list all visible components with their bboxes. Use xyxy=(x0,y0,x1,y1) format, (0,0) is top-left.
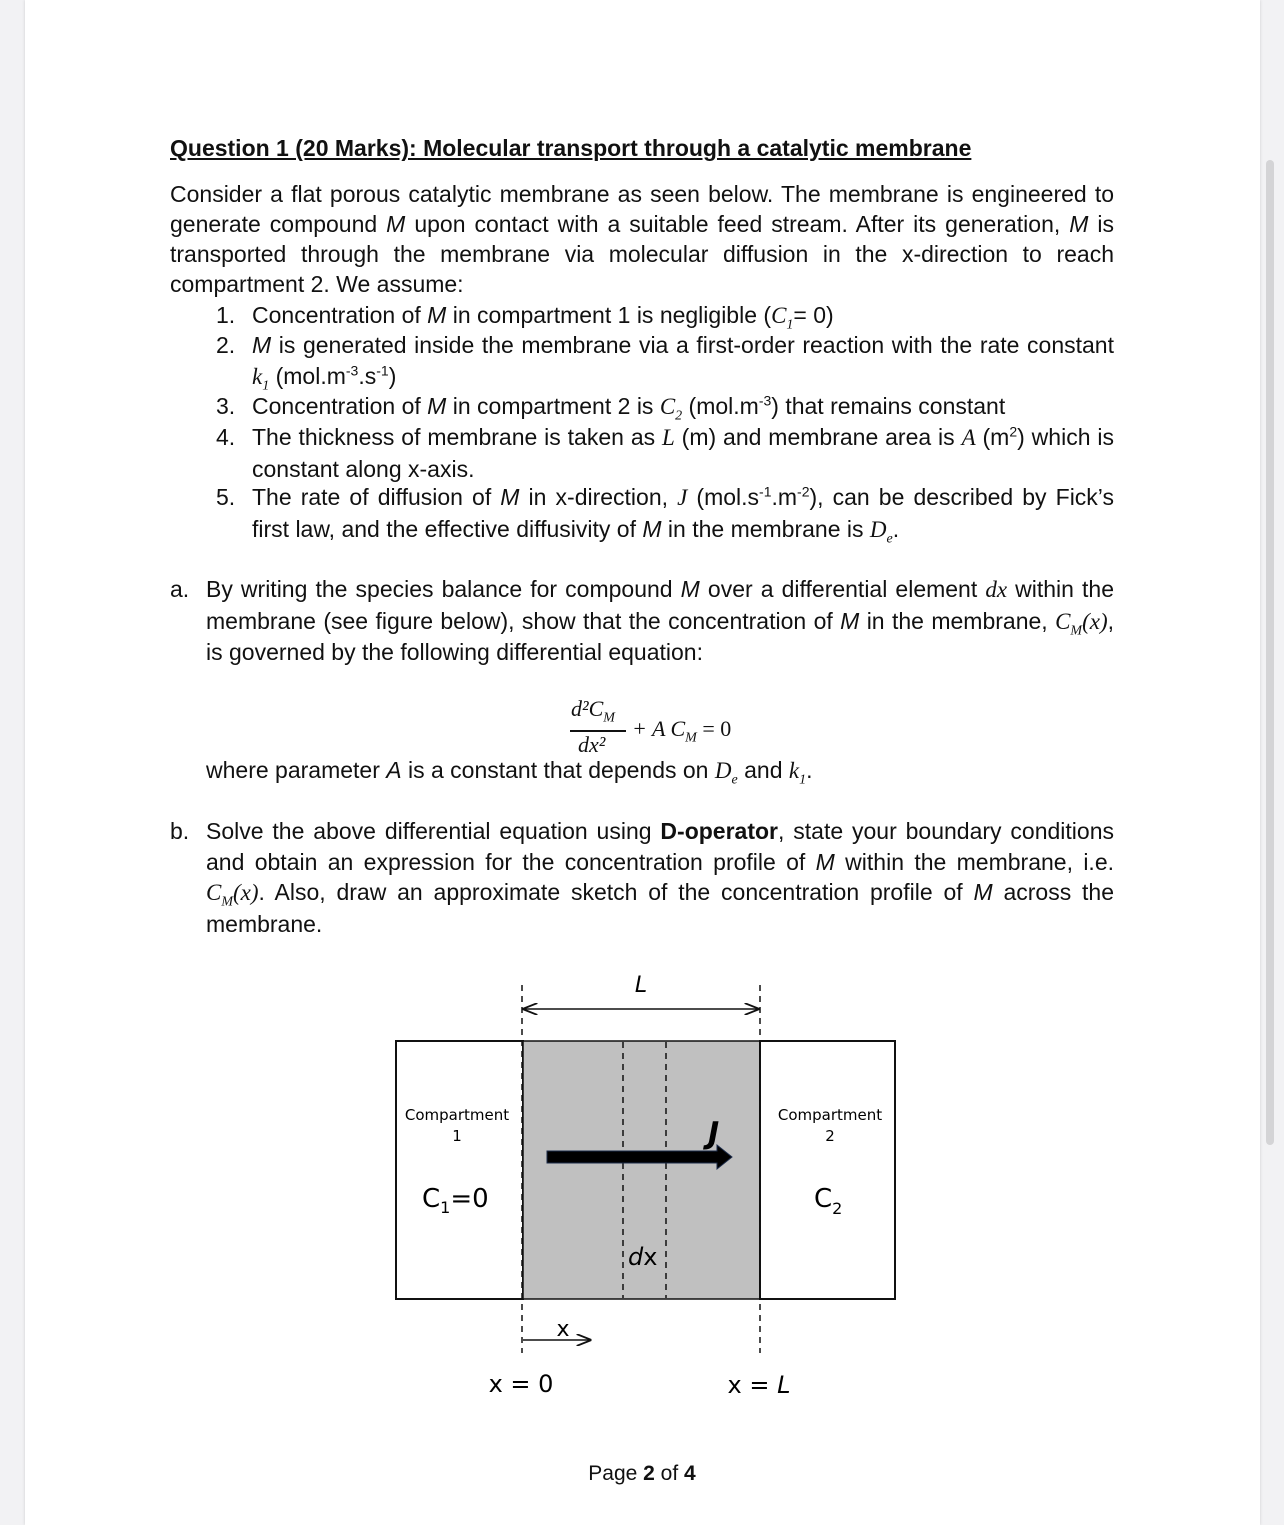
compartment-2-box xyxy=(760,1041,895,1299)
math-symbol: k xyxy=(788,758,800,783)
italic-symbol: M xyxy=(840,607,860,634)
text-run: Consider a flat porous catalytic membrane as seen below. The membrane is engineered to generate compound xyxy=(170,181,1114,237)
part-a-label: a. xyxy=(170,576,190,602)
text-run: and xyxy=(737,757,789,783)
italic-symbol: M xyxy=(973,879,993,905)
math-symbol: C xyxy=(659,394,676,419)
subscript: e xyxy=(886,531,893,547)
text-run: , state your boundary conditions and obtain an expression for the concentration profile of xyxy=(206,818,1114,875)
italic-symbol: M xyxy=(427,393,447,419)
text-run: in compartment 2 is xyxy=(446,393,660,419)
flux-label: J xyxy=(708,1116,720,1151)
superscript: -1 xyxy=(376,361,389,378)
text-run: , is governed by the following differential equation: xyxy=(206,607,1114,665)
superscript: -3 xyxy=(758,392,772,409)
compartment-1-label: Compartment xyxy=(404,1106,510,1124)
list-number: 5. xyxy=(216,484,236,510)
italic-symbol: M xyxy=(252,332,272,358)
compartment-1-box xyxy=(396,1041,523,1299)
math-symbol: (x) xyxy=(233,880,259,905)
text-run: Concentration of xyxy=(252,393,428,419)
superscript: 2 xyxy=(1009,423,1018,440)
c2-concentration: $C_2$ xyxy=(814,1184,843,1218)
superscript: -2 xyxy=(797,483,810,500)
math-symbol: k xyxy=(252,363,263,389)
list-number: 2. xyxy=(216,332,236,358)
text-run: is a constant that depends on xyxy=(401,757,715,783)
text-run: ) that remains constant xyxy=(771,393,1006,419)
text-run: By writing the species balance for compound xyxy=(206,576,681,602)
text-run: (mol.m xyxy=(269,362,346,389)
text-run: . Also, draw an approximate sketch of the concentration profile of xyxy=(258,879,974,905)
text-run: (mol.s xyxy=(687,484,760,510)
list-number: 4. xyxy=(216,424,236,450)
subscript: M xyxy=(221,894,234,910)
text-run: in compartment 1 is negligible ( xyxy=(446,302,772,328)
math-symbol: (x) xyxy=(1082,608,1108,634)
subscript: 1 xyxy=(799,772,807,788)
italic-symbol: M xyxy=(815,848,835,875)
math-symbol: D xyxy=(714,758,732,783)
subscript: 2 xyxy=(675,408,683,424)
italic-symbol: M xyxy=(642,515,662,542)
equation-rest: + A $C_M = 0$ xyxy=(632,716,732,746)
text-run: (m) and membrane area is xyxy=(674,424,962,450)
text-run: where parameter xyxy=(206,757,387,783)
dx-label: dx xyxy=(628,1243,658,1271)
italic-symbol: M xyxy=(680,576,700,602)
compartment-2-label: Compartment xyxy=(777,1106,883,1124)
subscript: e xyxy=(731,772,738,788)
text-run: is generated inside the membrane via a first-order reaction with the rate constant xyxy=(271,332,1114,358)
superscript: -3 xyxy=(345,361,359,378)
compartment-2-number: 2 xyxy=(825,1127,835,1145)
text-run: The thickness of membrane is taken as xyxy=(252,424,662,450)
bold-term: D-operator xyxy=(660,818,778,844)
list-number: 3. xyxy=(216,393,236,419)
text-run: .m xyxy=(771,484,798,510)
text-run: is transported through the membrane via molecular diffusion in the x-direction to reach compartment 2. We assume: xyxy=(170,211,1114,297)
text-run: across the membrane. xyxy=(206,879,1114,937)
italic-symbol: M xyxy=(1069,211,1089,237)
subscript: 1 xyxy=(786,317,794,333)
text-run: (m xyxy=(975,424,1010,450)
text-run: within the membrane, i.e. xyxy=(834,848,1114,875)
text-run: ), can be described by Fick’s first law, and the effective diffusivity of xyxy=(252,484,1114,542)
text-run: . xyxy=(806,757,813,783)
equation-numerator: $d^2C_M$ xyxy=(571,696,615,726)
text-run: in the membrane, xyxy=(859,607,1056,634)
question-title: Question 1 (20 Marks): Molecular transport through a catalytic membrane xyxy=(170,135,972,161)
text-run: within the membrane (see figure below), show that the concentration of xyxy=(206,576,1114,634)
math-symbol: D xyxy=(869,516,887,542)
math-symbol: L xyxy=(662,425,675,450)
italic-symbol: M xyxy=(427,302,447,328)
text-run: Concentration of xyxy=(252,302,428,328)
math-symbol: C xyxy=(206,880,222,905)
math-symbol: C xyxy=(771,303,787,328)
equation-denominator: dx² xyxy=(578,732,606,757)
text-run: ) which is constant along x-axis. xyxy=(252,424,1114,482)
math-symbol: C xyxy=(1055,608,1071,634)
text-run: The rate of diffusion of xyxy=(252,484,501,510)
text-run: Solve the above differential equation using xyxy=(206,818,661,844)
c1-concentration: $C_1=0$ xyxy=(422,1184,489,1217)
math-symbol: A xyxy=(961,425,976,450)
text-run: in x-direction, xyxy=(519,484,678,510)
italic-symbol: A xyxy=(386,757,402,783)
subscript: M xyxy=(1070,623,1083,639)
text-run: in the membrane is xyxy=(661,515,870,542)
list-number: 1. xyxy=(216,302,236,328)
text-run: ) xyxy=(388,362,397,389)
xL-label: x = L xyxy=(727,1371,791,1399)
text-run: . xyxy=(892,515,900,542)
length-label: L xyxy=(634,973,648,998)
text-run: = 0) xyxy=(793,302,834,328)
page-indicator: Page 2 of 4 xyxy=(588,1462,696,1485)
x0-label: x = 0 xyxy=(488,1370,554,1398)
math-symbol: J xyxy=(677,485,688,510)
text-run: upon contact with a suitable feed stream. After its generation, xyxy=(405,211,1070,237)
text-run: (mol.m xyxy=(682,393,759,419)
superscript: -1 xyxy=(759,483,772,500)
compartment-1-number: 1 xyxy=(452,1127,462,1145)
x-axis-label: x xyxy=(556,1317,570,1342)
italic-symbol: M xyxy=(386,211,406,237)
text-run: .s xyxy=(358,362,377,389)
math-symbol: dx xyxy=(985,577,1008,602)
italic-symbol: M xyxy=(500,484,520,510)
text-run: over a differential element xyxy=(699,576,986,602)
subscript: 1 xyxy=(262,378,270,394)
part-b-label: b. xyxy=(170,818,190,844)
